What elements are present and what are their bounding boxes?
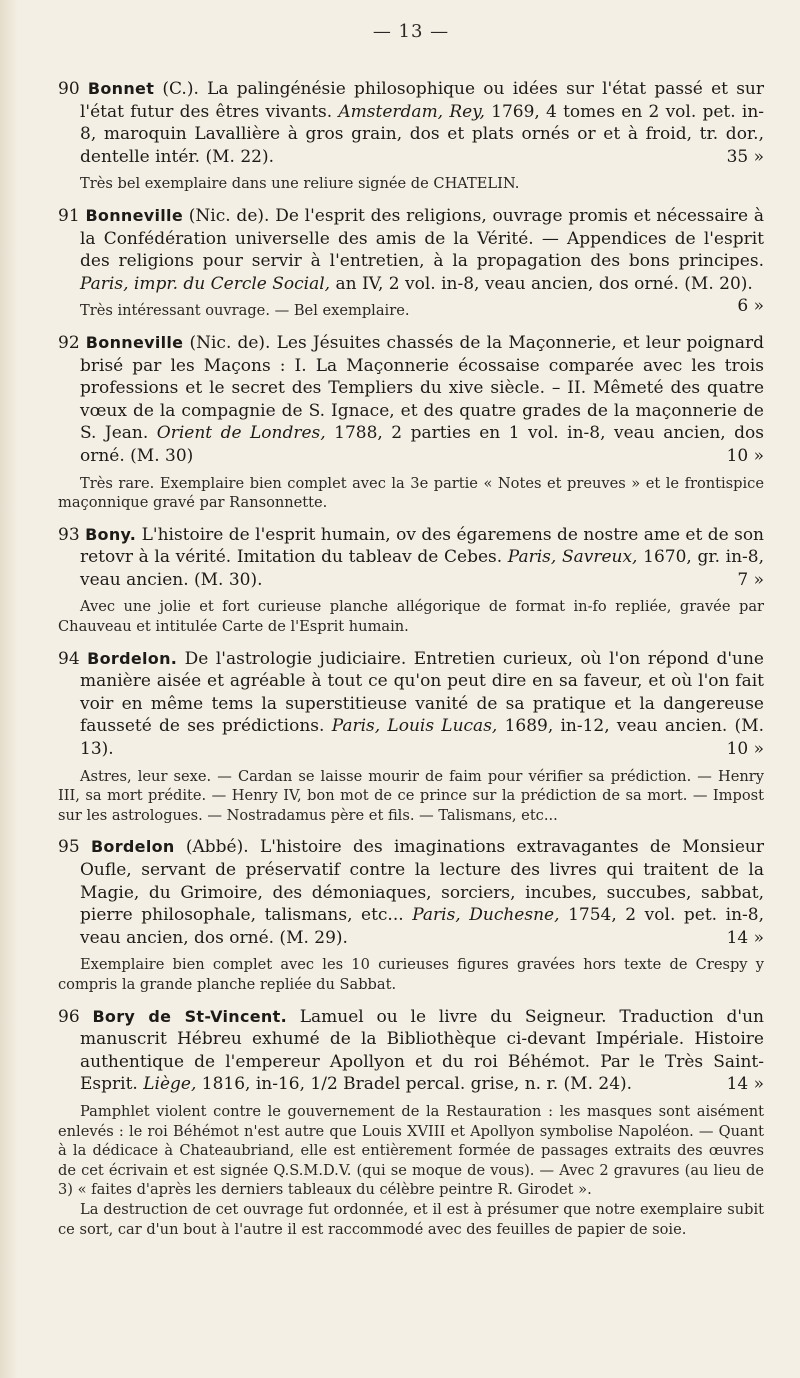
entry-description: [58, 524, 764, 592]
catalogue-entry: [58, 648, 764, 826]
entry-description: [58, 332, 764, 468]
entry-collation: 1769, 4 tomes en 2 vol. pet. in-8, maroquin Lavallière à gros grain, dos et plats ornés or et à froid, tr. dor., dentelle intér. (M. 22).: [80, 101, 765, 167]
entry-price: 10 »: [726, 445, 764, 466]
entry-note: Exemplaire bien complet avec les 10 curieuses figures gravées hors texte de Crespy y compris la grande planche repliée du Sabbat.: [58, 956, 764, 993]
entry-imprint: Paris, Savreux,: [507, 547, 638, 568]
entry-description: [58, 1006, 764, 1096]
entry-description: [58, 648, 764, 761]
entry-author: Bony.: [85, 524, 137, 544]
entry-imprint: Liège,: [143, 1074, 197, 1095]
entry-author-qualifier: [287, 1007, 300, 1027]
page-number: — 13 —: [372, 21, 450, 42]
entry-author: Bory de St-Vincent.: [92, 1006, 287, 1026]
catalogue-entry: [58, 836, 764, 994]
entry-note: Très intéressant ouvrage. — Bel exemplaire.: [80, 302, 410, 320]
entry-price: 10 »: [726, 739, 764, 760]
entry-author: Bordelon.: [87, 648, 178, 668]
entry-author: Bonnet: [87, 79, 155, 98]
entry-price: 7 »: [737, 569, 764, 590]
entry-title: De l'esprit des religions, ouvrage promis et nécessaire à la Confédération universelle des amis de la Vérité. — Appendices de l'esprit des religions pour servir à l'entretien, à la propagation des bons principes.: [80, 205, 765, 272]
entry-number: 92: [58, 332, 80, 353]
entry-description: [58, 836, 764, 949]
catalogue-entry: [58, 332, 764, 513]
catalogue-entry: [58, 78, 764, 194]
entry-title: De l'astrologie judiciaire. Entretien curieux, où l'on répond d'une manière aisée et agréable à tout ce qu'on peut dire en sa faveur, et où l'on fait voir en même tems la superstitieuse vanité de sa pratique et la dangereuse fausseté de ses prédictions.: [80, 648, 764, 737]
entry-collation: 1816, in-16, 1/2 Bradel percal. grise, n. r. (M. 24).: [196, 1074, 633, 1095]
entry-author: Bonneville: [85, 205, 183, 225]
entry-collation: an IV, 2 vol. in-8, veau ancien, dos orné. (M. 20).: [330, 273, 753, 294]
entry-author-qualifier: (Nic. de).: [183, 332, 277, 353]
entry-author-qualifier: [177, 649, 185, 669]
entry-title: L'histoire de l'esprit humain, ov des égaremens de nostre ame et de son retovr à la vérité. Imitation du tableav de Cebes.: [80, 524, 765, 568]
entry-price: 14 »: [726, 1074, 764, 1095]
entry-collation: 1754, 2 vol. pet. in-8, veau ancien, dos orné. (M. 29).: [80, 905, 764, 948]
entry-number: 91: [58, 205, 80, 226]
entry-title: Lamuel ou le livre du Seigneur. Traduction d'un manuscrit Hébreu exhumé de la Bibliothèque ci-devant Impériale. Histoire authentique de l'empereur Apollyon et du roi Béhémot. Par le Très Saint-Esprit.: [80, 1006, 764, 1095]
entry-note: Astres, leur sexe. — Cardan se laisse mourir de faim pour vérifier sa prédiction. — Henry III, sa mort prédite. — Henry IV, bon mot de ce prince sur la prédiction de sa mort. — Impost sur les astrologues. — Nostradamus père et fils. — Talismans, etc...: [58, 767, 764, 824]
entry-note: Très rare. Exemplaire bien complet avec la 3e partie « Notes et preuves » et le frontispice maçonnique gravé par Ransonnette.: [58, 474, 764, 512]
entry-imprint: Orient de Londres,: [156, 423, 326, 444]
entry-price: 14 »: [726, 927, 764, 948]
entry-author: Bonneville: [85, 332, 184, 352]
entry-note: La destruction de cet ouvrage fut ordonnée, et il est à présumer que notre exemplaire subit ce sort, car d'un bout à l'autre il est raccommodé avec des feuilles de papier de soie.: [58, 1200, 764, 1238]
entry-collation: 1689, in-12, veau ancien. (M. 13).: [80, 716, 765, 760]
catalogue-entry: [58, 1006, 764, 1240]
catalogue-entries: [58, 78, 764, 1239]
entry-number: 96: [58, 1006, 80, 1027]
entry-imprint: Amsterdam, Rey,: [338, 101, 485, 122]
entry-price: 6 »: [737, 296, 764, 317]
catalogue-entry: [58, 524, 764, 637]
page-edge-shadow: [0, 0, 18, 1378]
entry-collation: 1788, 2 parties en 1 vol. in-8, veau ancien, dos orné. (M. 30): [80, 423, 764, 466]
entry-imprint: Paris, impr. du Cercle Social,: [80, 273, 331, 294]
catalogue-entry: [58, 205, 764, 321]
entry-description: [58, 78, 764, 168]
entry-author: Bordelon: [90, 837, 175, 857]
catalogue-page: [58, 18, 764, 1250]
entry-title: Les Jésuites chassés de la Maçonnerie, et leur poignard brisé par les Maçons : I. La Maçonnerie écossaise comparée avec les trois professions et le secret des Templiers du xive siècle. – II. Mêmeté des quatre vœux de la compagnie de S. Ignace, et des quatre grades de la maçonnerie de S. Jean.: [80, 332, 765, 444]
entry-note: Avec une jolie et fort curieuse planche allégorique de format in-fo repliée, gravée par Chauveau et intitulée Carte de l'Esprit humain.: [58, 598, 764, 636]
entry-number: 93: [58, 524, 80, 545]
entry-number: 95: [58, 837, 80, 858]
entry-number: 90: [58, 79, 80, 99]
entry-author-qualifier: (C.).: [154, 79, 208, 99]
entry-imprint: Paris, Duchesne,: [412, 905, 560, 926]
entry-title: L'histoire des imaginations extravagantes de Monsieur Oufle, servant de préservatif contre la lecture des livres qui traitent de la Magie, du Grimoire, des démoniaques, sorciers, incubes, succubes, sabbat, pierre philosophale, talismans, etc...: [80, 837, 765, 926]
entry-number: 94: [58, 648, 80, 669]
entry-author-qualifier: (Abbé).: [174, 837, 260, 858]
entry-title: La palingénésie philosophique ou idées sur l'état passé et sur l'état futur des êtres vivants.: [80, 79, 765, 122]
entry-price: 35 »: [726, 146, 764, 167]
entry-imprint: Paris, Louis Lucas,: [331, 716, 498, 737]
entry-author-qualifier: (Nic. de).: [183, 205, 276, 226]
entry-collation: 1670, gr. in-8, veau ancien. (M. 30).: [80, 547, 764, 590]
entry-note: Pamphlet violent contre le gouvernement de la Restauration : les masques sont aisément enlevés : le roi Béhémot n'est autre que Louis XVIII et Apollyon symbolise Napoléon. — Quant à la dédicace à Chateaubriand, elle est entièrement formée de passages extraits des œuvres de cet écrivain et est signée Q.S.M.D.V. (qui se moque de vous). — Avec 2 gravures (au lieu de 3) « faites d'après les derniers tableaux du célèbre peintre R. Girodet ».: [58, 1102, 764, 1199]
entry-note: Très bel exemplaire dans une reliure signée de CHATELIN.: [80, 175, 520, 193]
